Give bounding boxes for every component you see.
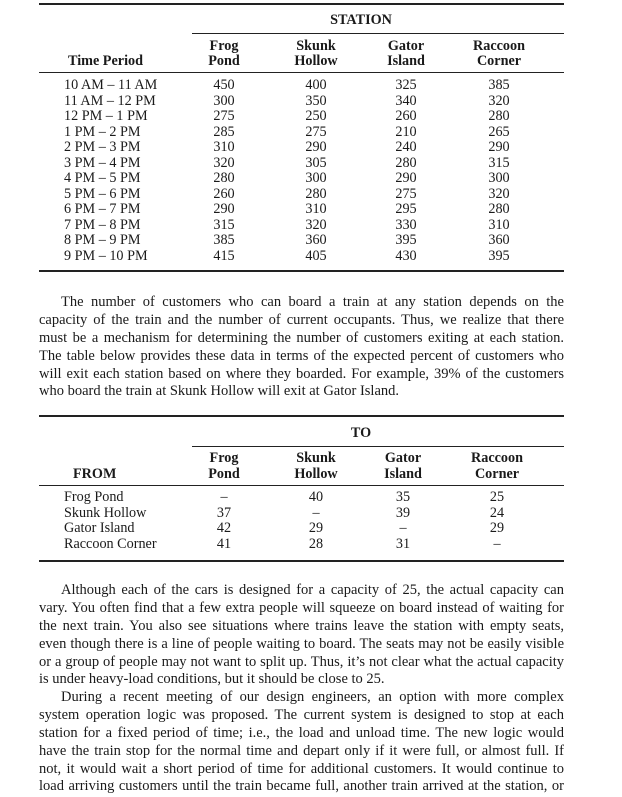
header-frog-pond-line2: Pond [208, 53, 240, 69]
to-frog-pond-cell: 42 [216, 520, 232, 536]
raccoon-corner-cell: 320 [488, 185, 510, 202]
text-line: station for a fixed period of time; i.e., the load and unload time. The new logic would [39, 724, 564, 741]
header-frog-pond-line1: Frog [209, 38, 239, 54]
to-raccoon-corner-cell: – [493, 535, 501, 552]
text-line: system operation logic was proposed. The current system is designed to stop at each [39, 706, 564, 723]
t2-header-frog-pond-line2: Pond [208, 466, 240, 482]
text-line: is under heavy-load conditions, but it should be close to 25. [39, 671, 385, 688]
table-top-rule [39, 3, 564, 5]
header-raccoon-corner-line2: Corner [476, 53, 522, 69]
time-period-cell: 6 PM – 7 PM [64, 201, 141, 217]
text-line: capacity of the train and the number of current occupants. Thus, we realize that there [39, 311, 564, 328]
raccoon-corner-cell: 300 [488, 170, 510, 186]
frog-pond-cell: 385 [213, 232, 235, 248]
time-period-cell: 2 PM – 3 PM [64, 139, 141, 155]
text-line: Although each of the cars is designed for a capacity of 25, the actual capacity can [61, 582, 564, 598]
raccoon-corner-cell: 280 [488, 201, 510, 217]
to-raccoon-corner-column [490, 490, 504, 552]
table2-bottom-rule [39, 560, 564, 562]
time-period-cell: 9 PM – 10 PM [64, 247, 148, 264]
raccoon-corner-cell: 320 [488, 92, 510, 109]
to-skunk-hollow-cell: 28 [308, 535, 324, 552]
gator-island-cell: 395 [395, 232, 417, 248]
gator-island-cell: 330 [395, 216, 417, 233]
paragraph-design-meeting [39, 689, 564, 796]
frog-pond-cell: 275 [213, 108, 235, 124]
header-gator-island-line1: Gator [387, 38, 425, 54]
frog-pond-cell: 415 [213, 247, 235, 264]
to-gator-island-cell: – [399, 520, 407, 536]
skunk-hollow-cell: 275 [305, 123, 327, 140]
gator-island-cell: 430 [395, 247, 417, 264]
table2-top-rule [39, 415, 564, 417]
group-header-rule [192, 33, 564, 34]
from-station-column [64, 490, 157, 552]
skunk-hollow-cell: 320 [305, 216, 327, 233]
t2-header-gator-island-line1: Gator [384, 450, 422, 466]
gator-island-cell: 240 [395, 139, 417, 155]
time-period-cell: 7 PM – 8 PM [64, 216, 141, 233]
raccoon-corner-cell: 360 [488, 232, 510, 248]
paragraph-exit-mechanism [39, 294, 564, 401]
time-period-cell: 11 AM – 12 PM [64, 92, 156, 109]
header-skunk-hollow-line2: Hollow [294, 53, 338, 69]
t2-header-raccoon-corner-line1: Raccoon [470, 450, 524, 466]
text-line: even though there is a line of people waiting to board. The seats may not be easily visible [39, 635, 564, 652]
text-line: must be a mechanism for determining the number of customers exiting at each station. [39, 329, 564, 346]
from-station-cell: Gator Island [64, 520, 135, 536]
gator-island-cell: 280 [395, 154, 417, 171]
skunk-hollow-cell: 400 [305, 77, 327, 93]
text-line: During a recent meeting of our design engineers, an option with more complex [61, 689, 564, 705]
frog-pond-cell: 320 [213, 154, 235, 171]
header-time-period: Time Period [68, 53, 143, 69]
skunk-hollow-cell: 280 [305, 185, 327, 202]
frog-pond-cell: 300 [213, 92, 235, 109]
t2-header-skunk-hollow-line2: Hollow [294, 466, 338, 482]
to-raccoon-corner-cell: 29 [489, 520, 505, 536]
skunk-hollow-column [305, 78, 326, 264]
to-gator-island-column [396, 490, 410, 552]
time-period-cell: 10 AM – 11 AM [64, 77, 158, 93]
gator-island-cell: 325 [395, 77, 417, 93]
from-station-cell: Skunk Hollow [64, 504, 147, 521]
time-period-cell: 12 PM – 1 PM [64, 108, 148, 124]
to-gator-island-cell: 39 [395, 504, 411, 521]
skunk-hollow-cell: 290 [305, 139, 327, 155]
table-bottom-rule [39, 270, 564, 272]
time-period-cell: 1 PM – 2 PM [64, 123, 141, 140]
time-period-cell: 5 PM – 6 PM [64, 185, 141, 202]
text-line: not, it would wait a short period of time for additional customers. It would continue to [39, 760, 564, 777]
skunk-hollow-cell: 305 [305, 154, 327, 171]
time-period-cell: 4 PM – 5 PM [64, 170, 141, 186]
gator-island-cell: 275 [395, 185, 417, 202]
gator-island-cell: 340 [395, 92, 417, 109]
frog-pond-cell: 280 [213, 170, 235, 186]
frog-pond-cell: 315 [213, 216, 235, 233]
raccoon-corner-cell: 395 [488, 247, 510, 264]
to-gator-island-cell: 31 [395, 535, 411, 552]
text-line: vary. You often find that a few extra people will squeeze on board instead of waiting for [39, 599, 564, 616]
to-gator-island-cell: 35 [395, 489, 411, 505]
t2-header-gator-island-line2: Island [384, 466, 422, 482]
frog-pond-column [213, 78, 234, 264]
raccoon-corner-cell: 290 [488, 139, 510, 155]
to-skunk-hollow-cell: – [312, 504, 320, 521]
from-station-cell: Raccoon Corner [64, 535, 157, 552]
skunk-hollow-cell: 360 [305, 232, 327, 248]
gator-island-cell: 210 [395, 123, 417, 140]
text-line: The table below provides these data in terms of the expected percent of customers who [39, 347, 564, 364]
to-frog-pond-cell: – [220, 489, 228, 505]
text-line: load arriving customers until the train became full, another train arrived at the station, or [39, 778, 564, 795]
to-frog-pond-cell: 37 [216, 504, 232, 521]
raccoon-corner-cell: 385 [488, 77, 510, 93]
raccoon-corner-column [488, 78, 509, 264]
text-line: the next train. You also see situations where trains leave the station with empty seats, [39, 617, 564, 634]
from-station-cell: Frog Pond [64, 489, 124, 505]
gator-island-cell: 290 [395, 170, 417, 186]
to-frog-pond-column [217, 490, 231, 552]
skunk-hollow-cell: 300 [305, 170, 327, 186]
table2-header-rule [39, 485, 564, 486]
time-period-cell: 3 PM – 4 PM [64, 154, 141, 171]
t2-header-skunk-hollow-line1: Skunk [296, 450, 336, 466]
text-line: or a group of people may not want to split up. Thus, it’s not clear what the actual capacity [39, 653, 564, 670]
t2-header-frog-pond-line1: Frog [209, 450, 239, 466]
gator-island-cell: 295 [395, 201, 417, 217]
header-from: FROM [73, 466, 117, 482]
header-raccoon-corner-line1: Raccoon [472, 38, 526, 54]
table2-group-rule [192, 446, 564, 447]
skunk-hollow-cell: 310 [305, 201, 327, 217]
header-gator-island-line2: Island [387, 53, 425, 69]
paragraph-capacity [39, 582, 564, 689]
text-line: who board the train at Skunk Hollow will exit at Gator Island. [39, 383, 400, 400]
to-frog-pond-cell: 41 [216, 535, 232, 552]
raccoon-corner-cell: 315 [488, 154, 510, 171]
frog-pond-cell: 310 [213, 139, 235, 155]
header-skunk-hollow-line1: Skunk [296, 38, 336, 54]
to-skunk-hollow-column [309, 490, 323, 552]
gator-island-column [395, 78, 416, 264]
to-skunk-hollow-cell: 40 [308, 489, 324, 505]
raccoon-corner-cell: 280 [488, 108, 510, 124]
to-skunk-hollow-cell: 29 [308, 520, 324, 536]
frog-pond-cell: 290 [213, 201, 235, 217]
time-period-column [64, 78, 157, 264]
skunk-hollow-cell: 250 [305, 108, 327, 124]
text-line: have the train stop for the normal time and depart only if it were full, or almost full. If [39, 742, 564, 759]
time-period-cell: 8 PM – 9 PM [64, 232, 141, 248]
skunk-hollow-cell: 350 [305, 92, 327, 109]
t2-header-raccoon-corner-line2: Corner [474, 466, 520, 482]
gator-island-cell: 260 [395, 108, 417, 124]
raccoon-corner-cell: 265 [488, 123, 510, 140]
to-raccoon-corner-cell: 25 [489, 489, 505, 505]
group-header-to: TO [350, 425, 372, 441]
header-rule [39, 72, 564, 73]
raccoon-corner-cell: 310 [488, 216, 510, 233]
group-header-station: STATION [330, 12, 392, 28]
skunk-hollow-cell: 405 [305, 247, 327, 264]
text-line: will exit each station based on where they boarded. For example, 39% of the customers [39, 365, 564, 382]
to-raccoon-corner-cell: 24 [489, 504, 505, 521]
frog-pond-cell: 285 [213, 123, 235, 140]
frog-pond-cell: 260 [213, 185, 235, 202]
text-line: The number of customers who can board a train at any station depends on the [61, 294, 564, 310]
frog-pond-cell: 450 [213, 77, 235, 93]
